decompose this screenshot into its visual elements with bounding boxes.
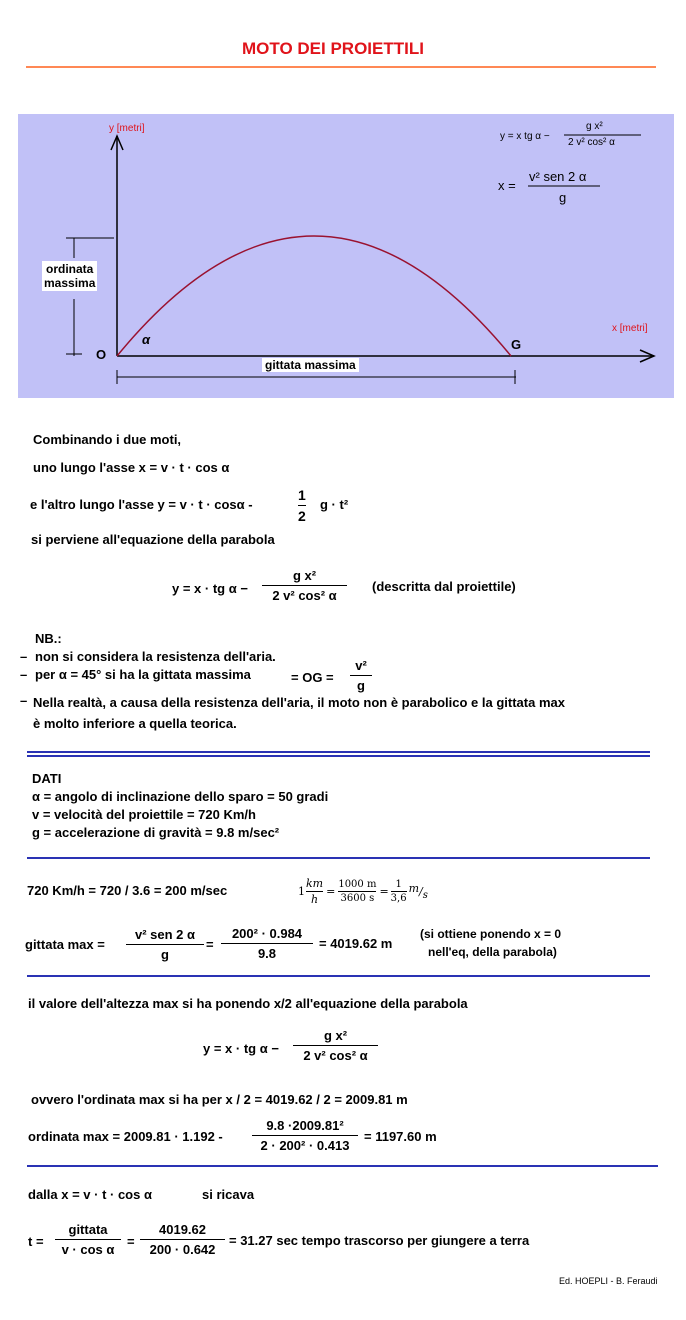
conversion-right-frac [391, 879, 407, 904]
max-height-label [42, 261, 97, 291]
range-note-2: nell'eq, della parabola) [428, 945, 557, 959]
height-calc-result: = 1197.60 m [364, 1129, 437, 1144]
rule-dati [27, 857, 650, 859]
time-f2-num: 4019.62 [159, 1222, 206, 1237]
time-fraction-1 [55, 1222, 121, 1257]
diagram-formula-1-lhs: y = x tg α − [500, 131, 550, 142]
note-item-2-eq: = OG = [291, 670, 334, 685]
height-calc-prefix: ordinata max = 2009.81 · 1.192 - [28, 1129, 223, 1144]
parabola-note: (descritta dal proiettile) [372, 579, 516, 594]
max-height-label-line2: massima [44, 276, 96, 290]
x-axis-label: x [metri] [612, 323, 648, 334]
diagram-formula-2-lhs: x = [498, 178, 516, 193]
note-dash-3: – [20, 693, 28, 708]
conversion-right-num: 1 [395, 879, 402, 890]
height-parabola-den: 2 v² cos² α [303, 1048, 368, 1063]
parabola-lhs: y = x · tg α − [172, 581, 248, 596]
conversion-km-frac [306, 877, 323, 906]
time-fraction-2 [140, 1222, 225, 1257]
height-calc-num: 9.8 ·2009.81² [266, 1118, 344, 1133]
parabola-fraction [262, 568, 347, 603]
conversion-unit-den: s [422, 890, 428, 901]
page-title: MOTO DEI PROIETTILI [242, 39, 424, 58]
time-intro-suffix: si ricava [202, 1187, 255, 1202]
title-rule [26, 66, 656, 68]
conversion-unit: m/s [408, 882, 428, 901]
landing-label: G [511, 337, 522, 352]
conversion-formula [298, 877, 428, 906]
diagram-formula-1-den: 2 v² cos² α [568, 137, 615, 148]
dati-line-1: α = angolo di inclinazione dello sparo = 50 gradi [32, 789, 329, 804]
note-item-2: per α = 45° si ha la gittata massima [35, 667, 251, 682]
height-parabola-lhs: y = x · tg α − [203, 1041, 279, 1056]
parabola-den: 2 v² cos² α [272, 588, 337, 603]
conversion-mid-den: 3600 s [340, 893, 375, 904]
time-eq: = [127, 1234, 135, 1249]
height-line-2: ovvero l'ordinata max si ha per x / 2 = 4019.62 / 2 = 2009.81 m [31, 1092, 408, 1107]
note-item-3-line1: Nella realtà, a causa della resistenza dell'aria, il moto non è parabolico e la gittata max [33, 695, 565, 710]
intro-line-2: uno lungo l'asse x = v · t · cos α [33, 460, 230, 475]
dati-heading: DATI [32, 771, 62, 786]
diagram-formula-2-num: v² sen 2 α [529, 169, 587, 184]
double-rule-bottom [27, 755, 650, 757]
range-f1-den: g [161, 947, 169, 962]
intro-line-3-prefix: e l'altro lungo l'asse y = v · t · cosα - [30, 497, 253, 512]
note-dash-1: – [20, 649, 28, 664]
rule-height [27, 1165, 658, 1167]
intro-half-den: 2 [298, 508, 306, 524]
conversion-mid-frac [338, 879, 376, 904]
time-intro-prefix: dalla x = v · t · cos α [28, 1187, 152, 1202]
intro-line-4: si perviene all'equazione della parabola [31, 532, 275, 547]
range-f1-num: v² sen 2 α [134, 927, 196, 942]
range-label: gittata massima [262, 358, 359, 372]
height-parabola-fraction [293, 1028, 378, 1063]
height-parabola-num: g x² [323, 1028, 348, 1043]
range-f2-den: 9.8 [257, 946, 277, 961]
range-label-text: gittata max = [25, 937, 105, 952]
intro-half-num: 1 [298, 487, 306, 503]
angle-label: α [142, 332, 151, 347]
note-item-2-fraction [350, 658, 372, 693]
conversion-eq-1: = [326, 885, 336, 898]
range-fraction-2 [221, 926, 313, 961]
parabola-num: g x² [292, 568, 317, 583]
range-fraction-1 [126, 927, 204, 962]
range-eq: = [206, 937, 214, 952]
time-result: = 31.27 sec tempo trascorso per giungere a terra [229, 1233, 530, 1248]
conversion-km-num: km [306, 877, 324, 890]
time-lhs: t = [28, 1234, 44, 1249]
notes-heading: NB.: [35, 631, 62, 646]
note-item-1: non si considera la resistenza dell'aria. [35, 649, 276, 664]
conversion-eq-2: = [379, 885, 389, 898]
trajectory-diagram [18, 114, 674, 398]
rule-range [27, 975, 650, 977]
range-result: = 4019.62 m [319, 936, 393, 951]
time-f2-den: 200 · 0.642 [149, 1242, 216, 1257]
note-dash-2: – [20, 667, 28, 682]
footer-credit: Ed. HOEPLI - B. Feraudi [559, 1276, 658, 1286]
conversion-km-den: h [311, 893, 319, 906]
height-calc-fraction [252, 1118, 358, 1153]
double-rule-top [27, 751, 650, 753]
diagram-formula-1-num: g x² [586, 121, 603, 132]
dati-line-2: v = velocità del proiettile = 720 Km/h [32, 807, 256, 822]
range-f2-num: 200² · 0.984 [231, 926, 303, 941]
diagram-formula-2-den: g [559, 190, 567, 205]
conversion-unit-num: m [408, 882, 420, 895]
height-intro: il valore dell'altezza max si ha ponendo x/2 all'equazione della parabola [28, 996, 468, 1011]
y-axis-label: y [metri] [109, 123, 145, 134]
intro-half-fraction [298, 487, 306, 524]
conversion-text: 720 Km/h = 720 / 3.6 = 200 m/sec [27, 883, 228, 898]
time-f1-den: v · cos α [61, 1242, 115, 1257]
note-item-2-num: v² [355, 658, 367, 673]
origin-label: O [96, 347, 107, 362]
conversion-one: 1 [298, 885, 305, 898]
trajectory-curve [117, 236, 511, 356]
dati-line-3: g = accelerazione di gravità = 9.8 m/sec² [32, 825, 280, 840]
max-height-label-line1: ordinata [46, 262, 94, 276]
height-calc-den: 2 · 200² · 0.413 [260, 1138, 350, 1153]
conversion-mid-num: 1000 m [338, 879, 377, 890]
intro-line-1: Combinando i due moti, [33, 432, 182, 447]
conversion-right-den: 3,6 [390, 893, 407, 904]
intro-line-3-suffix: g · t² [320, 497, 349, 512]
range-note-1: (si ottiene ponendo x = 0 [420, 927, 562, 941]
note-item-3-line2: è molto inferiore a quella teorica. [33, 716, 237, 731]
note-item-2-den: g [357, 678, 365, 693]
time-f1-num: gittata [68, 1222, 108, 1237]
